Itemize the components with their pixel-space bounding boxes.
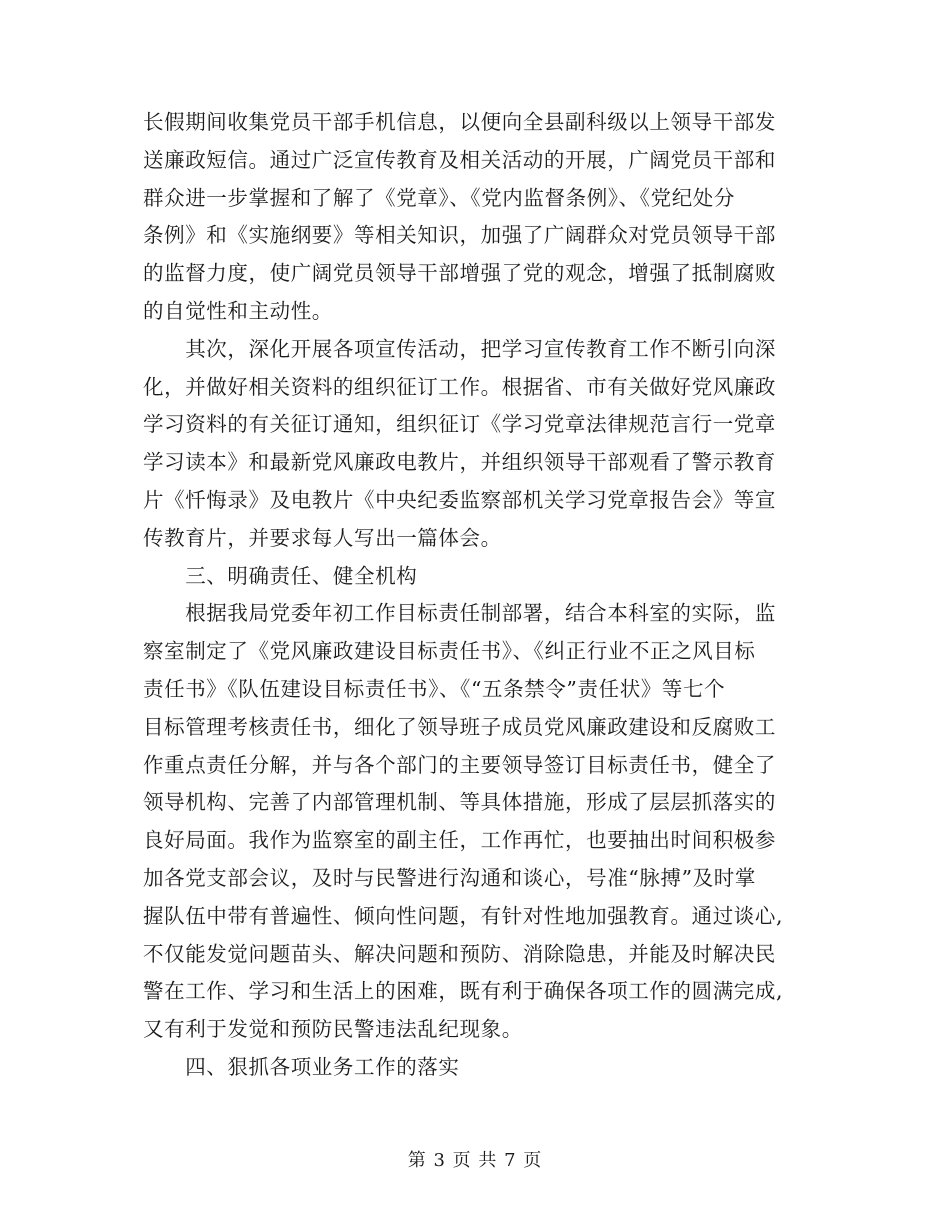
text-line: 又有利于发觉和预防民警违法乱纪现象。 bbox=[143, 1017, 523, 1042]
page-number-footer: 第 3 页 共 7 页 bbox=[407, 1150, 543, 1171]
text-line: 警在工作、学习和生活上的困难，既有利于确保各项工作的圆满完成, bbox=[143, 979, 784, 1004]
text-line: 领导机构、完善了内部管理机制、等具体措施，形成了层层抓落实的 bbox=[143, 790, 776, 815]
text-line: 加各党支部会议，及时与民警进行沟通和谈心，号准“脉搏”及时掌 bbox=[143, 865, 756, 890]
text-line: 其次，深化开展各项宣传活动，把学习宣传教育工作不断引向深 bbox=[143, 336, 776, 361]
text-line: 的自觉性和主动性。 bbox=[143, 298, 333, 323]
text-line: 握队伍中带有普遍性、倾向性问题，有针对性地加强教育。通过谈心, bbox=[143, 903, 784, 928]
text-line: 传教育片，并要求每人写出一篇体会。 bbox=[143, 525, 502, 550]
text-line: 良好局面。我作为监察室的副主任，工作再忙，也要抽出时间积极参 bbox=[143, 828, 776, 853]
text-line: 作重点责任分解，并与各个部门的主要领导签订目标责任书，健全了 bbox=[143, 752, 776, 777]
text-line: 责任书》《队伍建设目标责任书》、《“五条禁令”责任状》等七个 bbox=[143, 676, 726, 701]
text-line: 学习读本》和最新党风廉政电教片，并组织领导干部观看了警示教育 bbox=[143, 450, 776, 475]
text-line: 不仅能发觉问题苗头、解决问题和预防、消除隐患，并能及时解决民 bbox=[143, 941, 776, 966]
text-line: 的监督力度，使广阔党员领导干部增强了党的观念，增强了抵制腐败 bbox=[143, 261, 776, 286]
text-line: 送廉政短信。通过广泛宣传教育及相关活动的开展，广阔党员干部和 bbox=[143, 147, 776, 172]
text-line: 化，并做好相关资料的组织征订工作。根据省、市有关做好党风廉政 bbox=[143, 374, 776, 399]
text-line: 片《忏悔录》及电教片《中央纪委监察部机关学习党章报告会》等宣 bbox=[143, 487, 776, 512]
text-line: 条例》和《实施纲要》等相关知识，加强了广阔群众对党员领导干部 bbox=[143, 223, 776, 248]
text-line: 目标管理考核责任书，细化了领导班子成员党风廉政建设和反腐败工 bbox=[143, 714, 776, 739]
text-line: 察室制定了《党风廉政建设目标责任书》、《纠正行业不正之风目标 bbox=[143, 639, 756, 664]
text-line: 长假期间收集党员干部手机信息，以便向全县副科级以上领导干部发 bbox=[143, 110, 776, 134]
text-line: 根据我局党委年初工作目标责任制部署，结合本科室的实际，监 bbox=[143, 601, 776, 626]
text-line: 学习资料的有关征订通知，组织征订《学习党章法律规范言行一党章 bbox=[143, 412, 776, 437]
section-heading: 三、明确责任、健全机构 bbox=[143, 563, 418, 588]
section-heading: 四、狠抓各项业务工作的落实 bbox=[143, 1054, 460, 1079]
text-line: 群众进一步掌握和了解了《党章》、《党内监督条例》、《党纪处分 bbox=[143, 185, 735, 210]
document-body bbox=[143, 104, 811, 1087]
